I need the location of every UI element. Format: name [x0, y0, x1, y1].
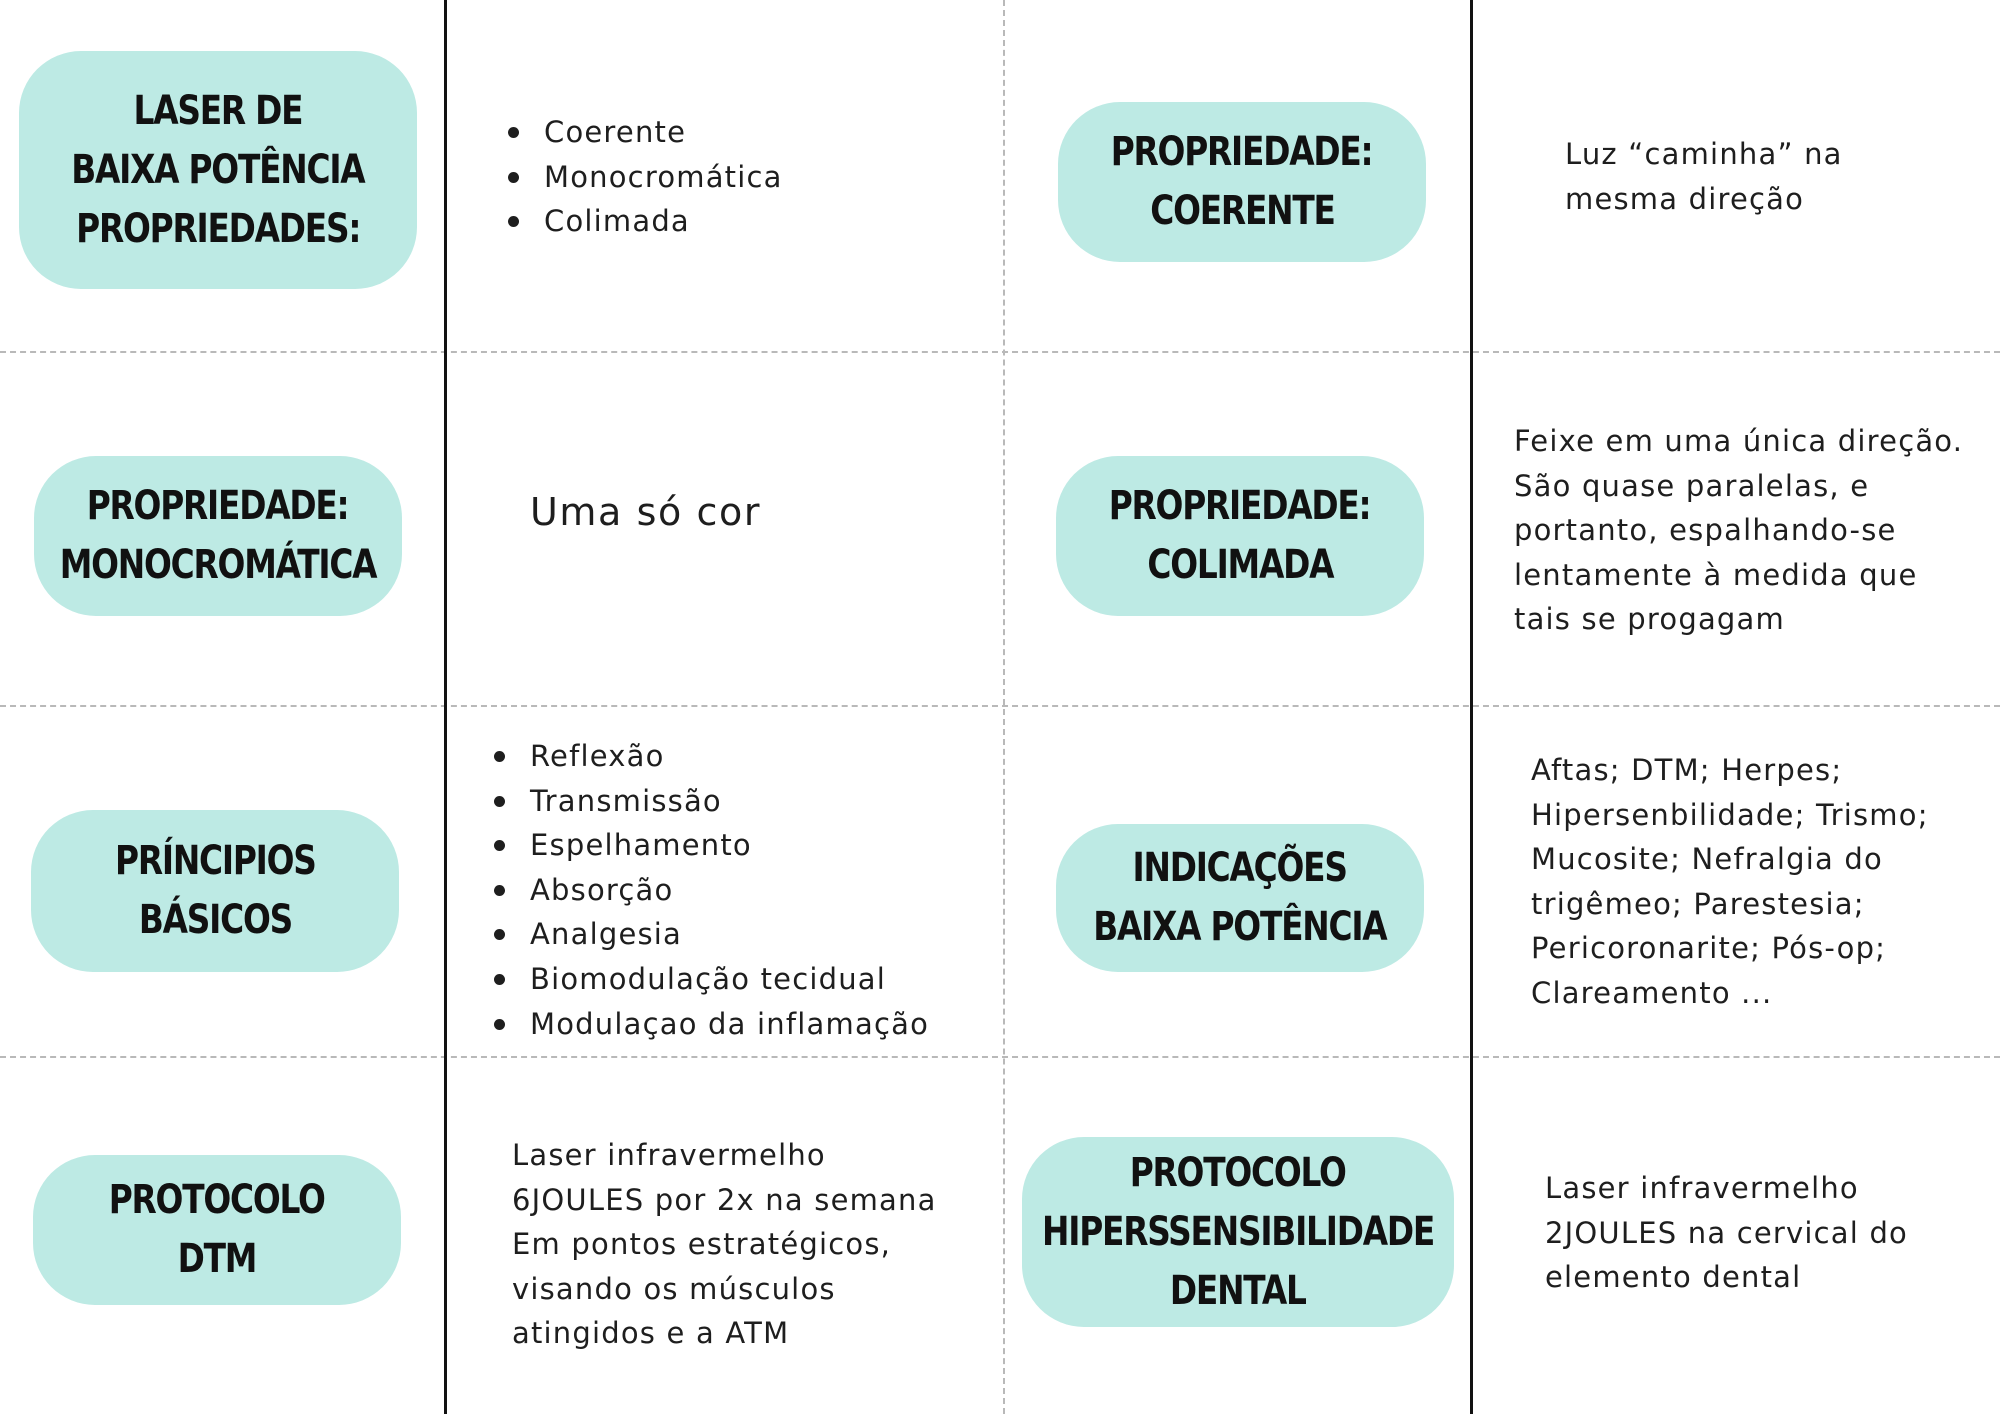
pill-title-line: PRÍNCIPIOS	[114, 838, 316, 884]
title-pill-basic-principles	[31, 810, 399, 972]
text-line: trigêmeo; Parestesia;	[1531, 886, 1865, 921]
text-line: Pericoronarite; Pós-op;	[1531, 931, 1887, 966]
title-pill-indications	[1056, 824, 1424, 972]
pill-title-line: PROTOCOLO	[109, 1177, 325, 1223]
answer-monochromatic	[530, 487, 761, 537]
answer-coherent	[1565, 132, 1843, 221]
text-line: Mucosite; Nefralgia do	[1531, 842, 1883, 877]
list-item: Espelhamento	[530, 823, 929, 868]
answer-hypersensitivity-protocol	[1545, 1166, 1908, 1300]
title-pill-collimated	[1056, 456, 1424, 616]
text-line: 2JOULES na cervical do	[1545, 1215, 1909, 1250]
text-line: Em pontos estratégicos,	[512, 1227, 892, 1262]
row-divider	[0, 351, 2000, 353]
property-list	[544, 110, 783, 244]
text-line: Uma só cor	[530, 490, 762, 534]
pill-title-line: PROPRIEDADE:	[1111, 129, 1373, 175]
text-line: Luz “caminha” na	[1565, 137, 1843, 171]
title-pill-laser-properties	[19, 51, 417, 289]
answer-indications	[1531, 748, 1929, 1016]
pill-title-line: BAIXA POTÊNCIA	[71, 146, 365, 193]
list-item: Biomodulação tecidual	[530, 957, 929, 1002]
pill-title-line: COLIMADA	[1147, 542, 1333, 588]
text-line: portanto, espalhando-se	[1514, 513, 1897, 548]
text-line: tais se progagam	[1514, 602, 1785, 637]
pill-title-line: MONOCROMÁTICA	[59, 542, 377, 588]
text-line: visando os músculos	[512, 1271, 836, 1306]
text-line: 6JOULES por 2x na semana	[512, 1182, 937, 1217]
title-pill-dtm-protocol	[33, 1155, 401, 1305]
pill-title-line: PROTOCOLO	[1130, 1149, 1346, 1196]
text-line: atingidos e a ATM	[512, 1316, 790, 1351]
list-item: Absorção	[530, 868, 929, 913]
text-line: Laser infravermelho	[1545, 1171, 1859, 1205]
title-pill-coherent	[1058, 102, 1426, 262]
list-item: Coerente	[544, 110, 783, 155]
text-line: Feixe em uma única direção.	[1514, 424, 1964, 458]
fold-line	[444, 0, 447, 1414]
answer-laser-properties	[544, 110, 783, 244]
text-line: Laser infravermelho	[512, 1138, 826, 1172]
title-pill-monochromatic	[34, 456, 402, 616]
text-line: elemento dental	[1545, 1260, 1802, 1295]
list-item: Reflexão	[530, 734, 929, 779]
answer-collimated	[1514, 419, 1963, 642]
answer-basic-principles	[530, 734, 929, 1046]
pill-title-line: LASER DE	[133, 87, 303, 134]
pill-title-line: INDICAÇÕES	[1132, 845, 1348, 891]
row-divider	[0, 1056, 2000, 1058]
answer-dtm-protocol	[512, 1133, 937, 1356]
text-line: mesma direção	[1565, 181, 1805, 216]
list-item: Monocromática	[544, 155, 783, 200]
list-item: Colimada	[544, 199, 783, 244]
text-line: Hipersenbilidade; Trismo;	[1531, 797, 1929, 832]
row-divider	[0, 705, 2000, 707]
fold-line	[1470, 0, 1473, 1414]
list-item: Transmissão	[530, 779, 929, 824]
text-line: lentamente à medida que	[1514, 557, 1918, 592]
text-line: Clareamento ...	[1531, 975, 1773, 1010]
pill-title-line: PROPRIEDADES:	[75, 205, 361, 252]
pill-title-line: BAIXA POTÊNCIA	[1093, 904, 1387, 950]
pill-title-line: PROPRIEDADE:	[87, 483, 349, 529]
pill-title-line: DENTAL	[1170, 1267, 1306, 1314]
text-line: Aftas; DTM; Herpes;	[1531, 753, 1843, 787]
principles-list	[530, 734, 929, 1046]
column-divider	[1003, 0, 1005, 1414]
pill-title-line: BÁSICOS	[138, 897, 292, 943]
list-item: Modulaçao da inflamação	[530, 1002, 929, 1047]
pill-title-line: HIPERSSENSIBILIDADE	[1042, 1208, 1435, 1255]
title-pill-hypersensitivity-protocol	[1022, 1137, 1454, 1327]
pill-title-line: COERENTE	[1149, 188, 1335, 234]
list-item: Analgesia	[530, 912, 929, 957]
pill-title-line: PROPRIEDADE:	[1109, 483, 1371, 529]
text-line: São quase paralelas, e	[1514, 468, 1870, 503]
pill-title-line: DTM	[177, 1236, 257, 1282]
